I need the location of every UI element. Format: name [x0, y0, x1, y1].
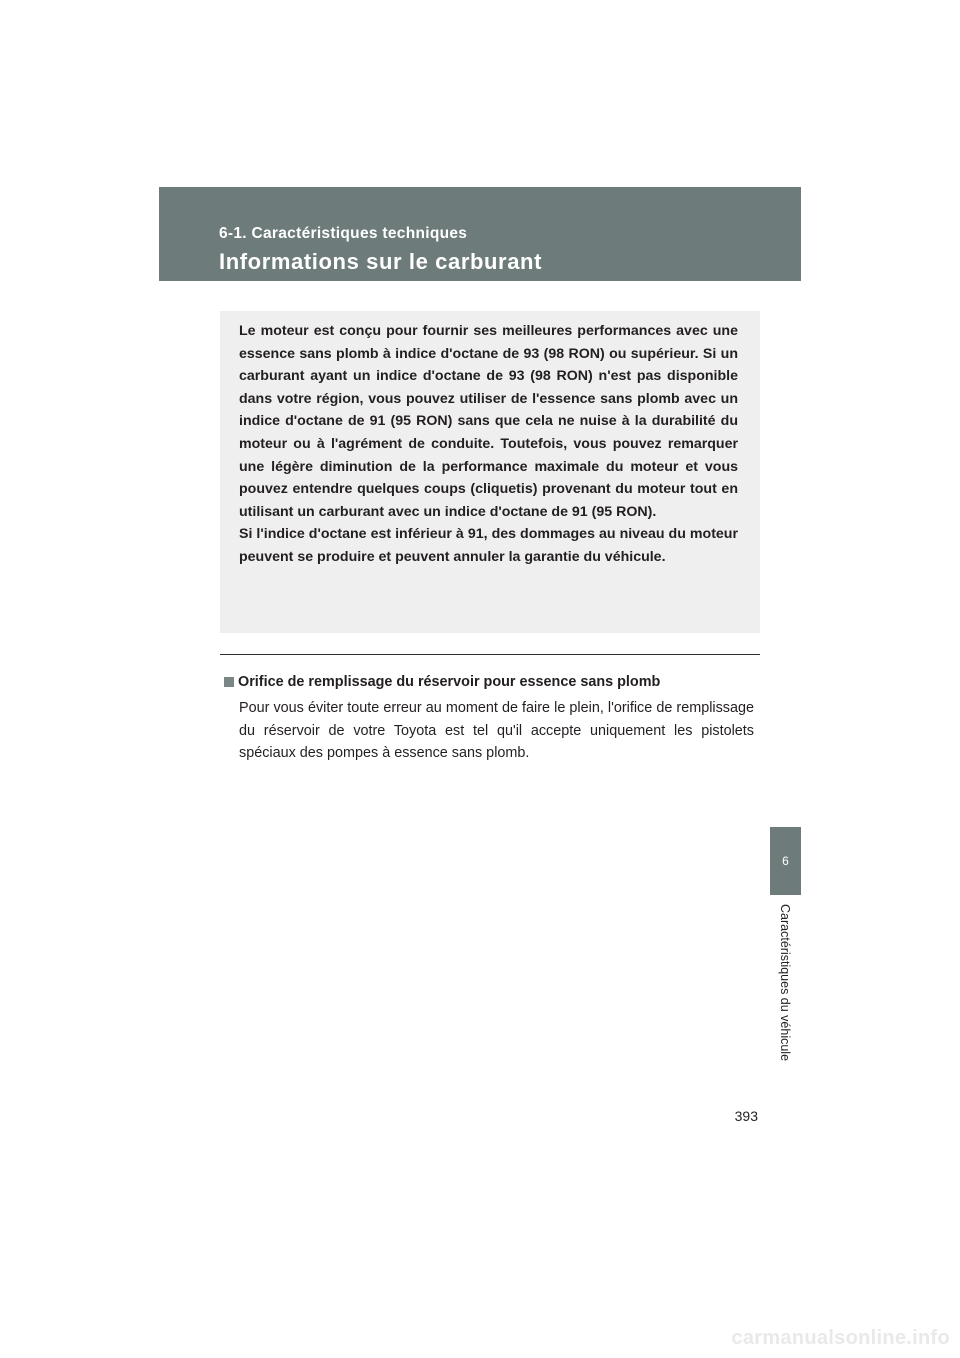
- note-heading: [224, 674, 764, 690]
- square-bullet-icon: [224, 677, 234, 687]
- chapter-tab[interactable]: [770, 827, 801, 895]
- note-body: Pour vous éviter toute erreur au moment de faire le plein, l'orifice de remplissage du réservoir de votre Toyota est tel qu'il accepte uniquement les pistolets spéciaux des pompes à essence sans plomb.: [239, 700, 754, 761]
- intro-text: Le moteur est conçu pour fournir ses meilleures performances avec une essence sans plomb à indice d'octane de 93 (98 RON) ou supérieur. Si un carburant ayant un indice d'octane de 93 (98 RON) n'est pas disponible dans votre région, vous pouvez utiliser de l'essence sans plomb avec un indice d'octane de 91 (95 RON) sans que cela ne nuise à la durabilité du moteur ou à l'agrément de conduite. Toutefois, vous pouvez remarquer une légère diminution de la performance maximale du moteur et vous pouvez entendre quelques coups (cliquetis) provenant du moteur tout en utilisant un carburant avec un indice d'octane de 91 (95 RON).: [239, 323, 738, 520]
- chapter-side-label-text: Caractéristiques du véhicule: [778, 904, 792, 1062]
- section-divider: [220, 654, 760, 655]
- chapter-tab-number: 6: [782, 854, 789, 868]
- section-label: 6-1. Caractéristiques techniques: [219, 225, 468, 242]
- chapter-side-label: [772, 904, 798, 1094]
- page-number: 393: [734, 1108, 758, 1124]
- page-title: Informations sur le carburant: [219, 249, 543, 274]
- watermark: carmanualsonline.info: [731, 1327, 950, 1349]
- chapter-header: [159, 187, 801, 281]
- note-heading-text: Orifice de remplissage du réservoir pour essence sans plomb: [238, 674, 661, 690]
- intro-text-2: Si l'indice d'octane est inférieur à 91, des dommages au niveau du moteur peuvent se produire et peuvent annuler la garantie du véhicule.: [239, 526, 738, 565]
- intro-box: [220, 311, 760, 633]
